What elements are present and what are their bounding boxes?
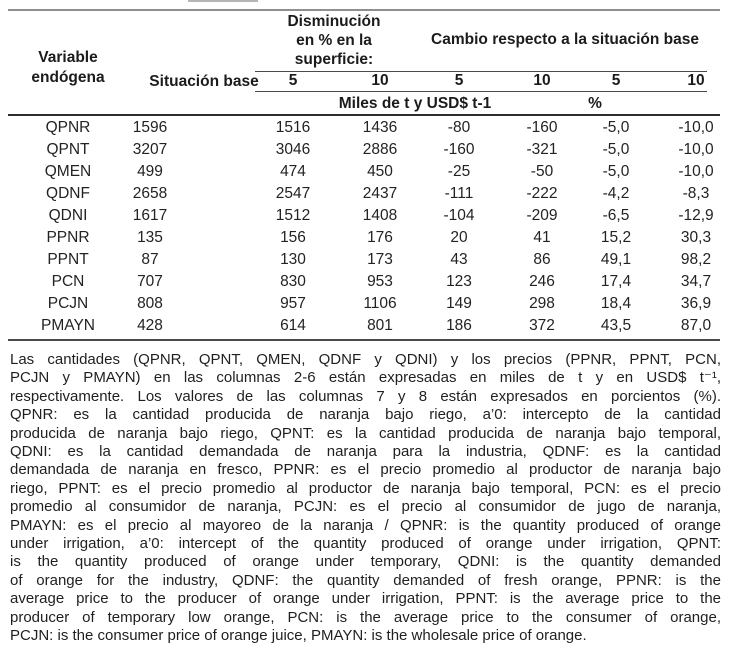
table-cell: 186 bbox=[446, 317, 472, 334]
table-cell: 1512 bbox=[275, 207, 311, 224]
table-cell: 86 bbox=[533, 251, 551, 268]
table-cell: -80 bbox=[447, 119, 471, 136]
row-label: QDNF bbox=[46, 185, 90, 202]
table-cell: 34,7 bbox=[680, 273, 712, 290]
table-cell: 2658 bbox=[132, 185, 168, 202]
units-header-miles: Miles de t y USD$ t-1 bbox=[338, 95, 492, 112]
table-cell: 87 bbox=[141, 251, 159, 268]
table-caption bbox=[10, 351, 721, 646]
subcolumn-header-5-a: 5 bbox=[288, 72, 298, 89]
table-cell: -50 bbox=[530, 163, 554, 180]
table-cell: -10,0 bbox=[678, 141, 714, 158]
table-cell: 428 bbox=[137, 317, 163, 334]
table-cell: 130 bbox=[280, 251, 306, 268]
table-row-ppnt bbox=[0, 249, 731, 271]
table-bottom-rule bbox=[8, 339, 720, 341]
row-label: PMAYN bbox=[41, 317, 95, 334]
table-cell: 3046 bbox=[275, 141, 311, 158]
row-label: QDNI bbox=[48, 207, 88, 224]
caption-line: PCJN y PMAYN) en las columnas 2-6 están expresadas en miles de t y en USD$ t⁻¹, bbox=[10, 369, 721, 387]
table-row-qdni bbox=[0, 205, 731, 227]
subcolumn-header-5-c: 5 bbox=[611, 72, 621, 89]
caption-line: riego, PPNT: es el precio promedio al productor de naranja bajo temporal, PCN: es el precio bbox=[10, 479, 721, 497]
table-cell: -6,5 bbox=[602, 207, 630, 224]
column-header-variable-endogena: Variable endógena bbox=[31, 49, 105, 86]
table-cell: -111 bbox=[444, 185, 474, 202]
table-cell: 173 bbox=[367, 251, 393, 268]
table-cell: 36,9 bbox=[680, 295, 712, 312]
column-group-header-disminucion: Disminución en % en la superficie: bbox=[287, 13, 381, 68]
table-cell: 43,5 bbox=[600, 317, 632, 334]
column-header-situacion-base: Situación base bbox=[149, 73, 259, 90]
subcolumn-header-10-c: 10 bbox=[687, 72, 705, 89]
table-cell: 98,2 bbox=[680, 251, 712, 268]
table-cell: 2547 bbox=[275, 185, 311, 202]
table-cell: -160 bbox=[443, 141, 475, 158]
table-cell: 957 bbox=[280, 295, 306, 312]
table-cell: 2437 bbox=[362, 185, 398, 202]
table-row-qpnr bbox=[0, 117, 731, 139]
table-cell: 1408 bbox=[362, 207, 398, 224]
row-label: PPNT bbox=[47, 251, 89, 268]
subcolumn-header-10-b: 10 bbox=[533, 72, 551, 89]
table-row-ppnr bbox=[0, 227, 731, 249]
table-row-pmayn bbox=[0, 315, 731, 337]
table-cell: 372 bbox=[529, 317, 555, 334]
table-cell: -10,0 bbox=[678, 119, 714, 136]
table-cell: 808 bbox=[137, 295, 163, 312]
subcolumn-header-row bbox=[0, 71, 731, 91]
table-cell: 801 bbox=[367, 317, 393, 334]
table-cell: 707 bbox=[137, 273, 163, 290]
row-label: PPNR bbox=[46, 229, 90, 246]
table-cell: 20 bbox=[450, 229, 468, 246]
table-cell: 123 bbox=[446, 273, 472, 290]
table-cell: 246 bbox=[529, 273, 555, 290]
table-row-pcn bbox=[0, 271, 731, 293]
caption-line: Las cantidades (QPNR, QPNT, QMEN, QDNF y QDNI) y los precios (PPNR, PPNT, PCN, bbox=[10, 351, 721, 368]
caption-line: producida de naranja bajo riego, QPNT: es la cantidad producida de naranja bajo temporal, bbox=[10, 424, 721, 442]
subcolumn-header-5-b: 5 bbox=[454, 72, 464, 89]
table-cell: 176 bbox=[367, 229, 393, 246]
caption-line: producer of temporary low orange, PCN: is the average price to the consumer of orange, bbox=[10, 608, 721, 626]
row-label: QMEN bbox=[44, 163, 92, 180]
table-cell: 1516 bbox=[275, 119, 311, 136]
table-cell: -10,0 bbox=[678, 163, 714, 180]
table-cell: 30,3 bbox=[680, 229, 712, 246]
table-top-rule bbox=[8, 9, 720, 11]
table-cell: 1596 bbox=[132, 119, 168, 136]
caption-line: average price to the producer of orange under irrigation, PPNT: is the average price to the bbox=[10, 590, 721, 608]
row-label: QPNR bbox=[45, 119, 91, 136]
table-cell: 3207 bbox=[132, 141, 168, 158]
caption-line: respectivamente. Los valores de las columnas 7 y 8 están expresados en porcientos (%). bbox=[10, 387, 721, 405]
table-cell: -5,0 bbox=[602, 163, 630, 180]
table-cell: 1106 bbox=[363, 295, 397, 312]
table-cell: 149 bbox=[446, 295, 472, 312]
table-cell: -12,9 bbox=[678, 207, 714, 224]
table-row-pcjn bbox=[0, 293, 731, 315]
top-crop-artifact bbox=[188, 0, 258, 2]
caption-line: PCJN: is the consumer price of orange juice, PMAYN: is the wholesale price of orange. bbox=[10, 627, 587, 645]
table-cell: 18,4 bbox=[600, 295, 632, 312]
table-cell: 41 bbox=[533, 229, 551, 246]
table-row-qmen bbox=[0, 161, 731, 183]
table-cell: 298 bbox=[529, 295, 555, 312]
row-label: QPNT bbox=[46, 141, 90, 158]
table-cell: 156 bbox=[280, 229, 306, 246]
table-cell: 17,4 bbox=[600, 273, 632, 290]
table-cell: -5,0 bbox=[602, 119, 630, 136]
table-cell: -321 bbox=[526, 141, 558, 158]
table-cell: 87,0 bbox=[680, 317, 712, 334]
table-cell: -160 bbox=[526, 119, 558, 136]
table-cell: -8,3 bbox=[682, 185, 710, 202]
header-divider-rule-lower bbox=[255, 91, 707, 92]
table-cell: 1436 bbox=[362, 119, 398, 136]
table-row-qpnt bbox=[0, 139, 731, 161]
table-cell: -4,2 bbox=[602, 185, 630, 202]
table-cell: 2886 bbox=[362, 141, 398, 158]
table-cell: -104 bbox=[443, 207, 475, 224]
caption-line: under irrigation, a’0: intercept of the quantity produced of orange under irrigation, QPNT: bbox=[10, 535, 721, 553]
header-bottom-rule bbox=[8, 114, 720, 116]
caption-line: is the quantity produced of orange under temporary, QDNI: is the quantity demanded bbox=[10, 553, 721, 571]
table-cell: -222 bbox=[526, 185, 558, 202]
table-cell: 450 bbox=[367, 163, 393, 180]
row-label: PCN bbox=[51, 273, 85, 290]
table-cell: 953 bbox=[367, 273, 393, 290]
table-cell: -209 bbox=[526, 207, 558, 224]
table-row-qdnf bbox=[0, 183, 731, 205]
caption-line: of orange for the industry, QDNF: the quantity demanded of fresh orange, PPNR: is the bbox=[10, 571, 721, 589]
column-group-header-cambio: Cambio respecto a la situación base bbox=[431, 31, 699, 48]
caption-line: promedio al consumidor de naranja, PCJN: es el precio al consumidor de jugo de naranja, bbox=[10, 498, 721, 516]
table-cell: 43 bbox=[450, 251, 468, 268]
caption-line: QDNI: es la cantidad demandada de naranja para la industria, QDNF: es la cantidad bbox=[10, 443, 721, 461]
table-cell: 1617 bbox=[132, 207, 168, 224]
caption-line: QPNR: es la cantidad producida de naranja bajo riego, a’0: intercepto de la cantidad bbox=[10, 406, 721, 424]
caption-line: demandada de naranja en fresco, PPNR: es el precio promedio al productor de naranja bajo bbox=[10, 461, 721, 479]
table-cell: 499 bbox=[137, 163, 163, 180]
table-cell: 49,1 bbox=[600, 251, 632, 268]
row-label: PCJN bbox=[47, 295, 89, 312]
table-cell: 135 bbox=[137, 229, 163, 246]
table-cell: 15,2 bbox=[600, 229, 632, 246]
caption-line: PMAYN: es el precio al mayoreo de la naranja / QPNR: is the quantity produced of orange bbox=[10, 516, 721, 534]
table-cell: -5,0 bbox=[602, 141, 630, 158]
table-cell: 474 bbox=[280, 163, 306, 180]
table-cell: 614 bbox=[280, 317, 306, 334]
table-cell: -25 bbox=[447, 163, 471, 180]
table-cell: 830 bbox=[280, 273, 306, 290]
units-header-percent: % bbox=[588, 95, 602, 112]
subcolumn-header-10-a: 10 bbox=[371, 72, 389, 89]
